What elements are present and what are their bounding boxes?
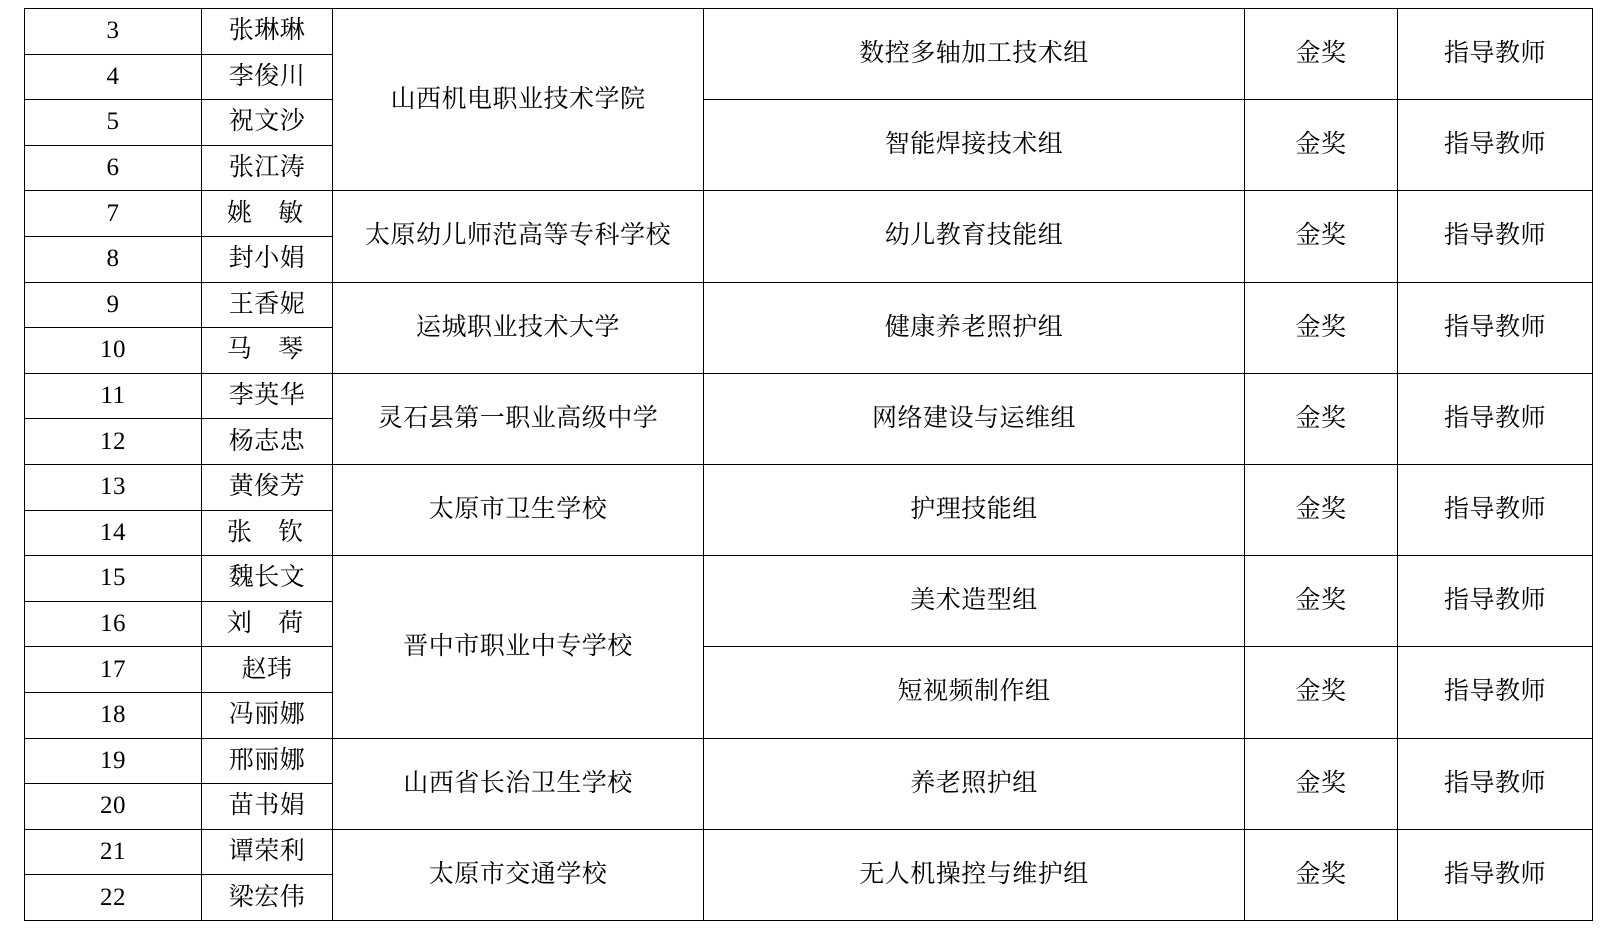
person-name-text: 谭荣利 — [228, 837, 306, 865]
person-name-text: 冯丽娜 — [228, 701, 306, 729]
cell-role: 指导教师 — [1398, 282, 1593, 373]
cell-competition-group: 智能焊接技术组 — [704, 100, 1245, 191]
cell-serial-number: 21 — [25, 829, 202, 875]
cell-competition-group: 数控多轴加工技术组 — [704, 9, 1245, 100]
person-name-text: 王香妮 — [228, 290, 306, 318]
cell-award-level: 金奖 — [1245, 282, 1398, 373]
person-name-text: 张江涛 — [228, 154, 306, 182]
award-list-table — [24, 8, 1593, 921]
cell-serial-number: 9 — [25, 282, 202, 328]
cell-role: 指导教师 — [1398, 829, 1593, 920]
cell-person-name — [202, 191, 333, 237]
cell-competition-group: 健康养老照护组 — [704, 282, 1245, 373]
cell-serial-number: 17 — [25, 647, 202, 693]
cell-role: 指导教师 — [1398, 647, 1593, 738]
cell-award-level: 金奖 — [1245, 829, 1398, 920]
person-name-text: 黄俊芳 — [228, 473, 306, 501]
person-name-text: 祝文沙 — [228, 108, 306, 136]
cell-award-level: 金奖 — [1245, 647, 1398, 738]
person-name-text: 姚 敏 — [226, 199, 314, 227]
cell-person-name — [202, 738, 333, 784]
cell-serial-number: 18 — [25, 692, 202, 738]
person-name-text: 李俊川 — [228, 62, 306, 90]
cell-award-level: 金奖 — [1245, 9, 1398, 100]
cell-role: 指导教师 — [1398, 373, 1593, 464]
person-name-text: 魏长文 — [228, 564, 306, 592]
cell-competition-group: 网络建设与运维组 — [704, 373, 1245, 464]
cell-person-name — [202, 419, 333, 465]
cell-award-level: 金奖 — [1245, 191, 1398, 282]
person-name-text: 赵玮 — [241, 655, 293, 683]
table-row — [25, 100, 1593, 146]
table-row — [25, 647, 1593, 693]
person-name-text: 杨志忠 — [228, 427, 306, 455]
cell-serial-number: 11 — [25, 373, 202, 419]
cell-competition-group: 无人机操控与维护组 — [704, 829, 1245, 920]
person-name-text: 封小娟 — [228, 245, 306, 273]
cell-serial-number: 10 — [25, 328, 202, 374]
cell-person-name — [202, 784, 333, 830]
cell-school-name: 太原幼儿师范高等专科学校 — [333, 191, 704, 282]
cell-competition-group: 养老照护组 — [704, 738, 1245, 829]
cell-serial-number: 15 — [25, 556, 202, 602]
cell-role: 指导教师 — [1398, 464, 1593, 555]
cell-school-name: 晋中市职业中专学校 — [333, 556, 704, 738]
cell-serial-number: 12 — [25, 419, 202, 465]
cell-person-name — [202, 601, 333, 647]
cell-school-name: 太原市交通学校 — [333, 829, 704, 920]
table-row — [25, 738, 1593, 784]
person-name-text: 张琳琳 — [228, 17, 306, 45]
table-row — [25, 191, 1593, 237]
cell-serial-number: 8 — [25, 236, 202, 282]
cell-serial-number: 4 — [25, 54, 202, 100]
table-row — [25, 829, 1593, 875]
cell-person-name — [202, 692, 333, 738]
cell-school-name: 山西省长治卫生学校 — [333, 738, 704, 829]
cell-role: 指导教师 — [1398, 191, 1593, 282]
cell-person-name — [202, 875, 333, 921]
cell-person-name — [202, 54, 333, 100]
table-row — [25, 373, 1593, 419]
cell-role: 指导教师 — [1398, 556, 1593, 647]
cell-person-name — [202, 510, 333, 556]
cell-role: 指导教师 — [1398, 738, 1593, 829]
table-row — [25, 9, 1593, 55]
cell-serial-number: 5 — [25, 100, 202, 146]
cell-award-level: 金奖 — [1245, 464, 1398, 555]
cell-serial-number: 13 — [25, 464, 202, 510]
cell-person-name — [202, 100, 333, 146]
cell-person-name — [202, 282, 333, 328]
cell-person-name — [202, 328, 333, 374]
person-name-text: 邢丽娜 — [228, 746, 306, 774]
cell-award-level: 金奖 — [1245, 556, 1398, 647]
cell-competition-group: 护理技能组 — [704, 464, 1245, 555]
cell-person-name — [202, 373, 333, 419]
cell-serial-number: 14 — [25, 510, 202, 556]
person-name-text: 刘 荷 — [226, 610, 314, 638]
cell-role: 指导教师 — [1398, 9, 1593, 100]
cell-person-name — [202, 464, 333, 510]
cell-competition-group: 短视频制作组 — [704, 647, 1245, 738]
table-row — [25, 556, 1593, 602]
cell-serial-number: 16 — [25, 601, 202, 647]
cell-person-name — [202, 236, 333, 282]
person-name-text: 苗书娟 — [228, 792, 306, 820]
cell-award-level: 金奖 — [1245, 373, 1398, 464]
cell-person-name — [202, 556, 333, 602]
cell-school-name: 太原市卫生学校 — [333, 464, 704, 555]
cell-school-name: 灵石县第一职业高级中学 — [333, 373, 704, 464]
cell-person-name — [202, 647, 333, 693]
cell-serial-number: 19 — [25, 738, 202, 784]
cell-person-name — [202, 9, 333, 55]
cell-serial-number: 6 — [25, 145, 202, 191]
cell-competition-group: 幼儿教育技能组 — [704, 191, 1245, 282]
cell-competition-group: 美术造型组 — [704, 556, 1245, 647]
person-name-text: 李英华 — [228, 382, 306, 410]
cell-serial-number: 3 — [25, 9, 202, 55]
cell-award-level: 金奖 — [1245, 100, 1398, 191]
cell-serial-number: 20 — [25, 784, 202, 830]
cell-school-name: 山西机电职业技术学院 — [333, 9, 704, 191]
cell-serial-number: 22 — [25, 875, 202, 921]
table-row — [25, 282, 1593, 328]
cell-person-name — [202, 829, 333, 875]
cell-person-name — [202, 145, 333, 191]
cell-role: 指导教师 — [1398, 100, 1593, 191]
person-name-text: 马 琴 — [226, 336, 314, 364]
person-name-text: 张 钦 — [226, 518, 314, 546]
cell-award-level: 金奖 — [1245, 738, 1398, 829]
cell-serial-number: 7 — [25, 191, 202, 237]
person-name-text: 梁宏伟 — [228, 883, 306, 911]
table-row — [25, 464, 1593, 510]
cell-school-name: 运城职业技术大学 — [333, 282, 704, 373]
